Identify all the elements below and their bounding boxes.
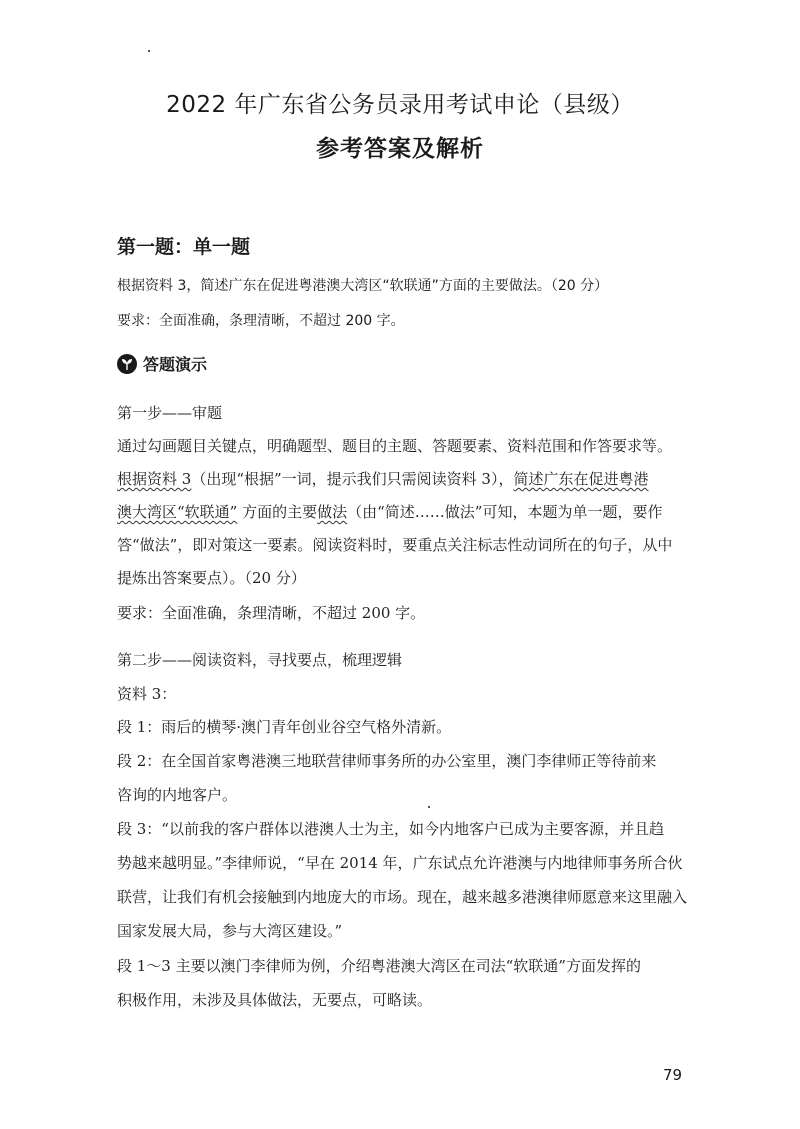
annotation-measures: （由“简述……做法”可知，本题为单一题，要作 bbox=[347, 503, 663, 521]
material-para-1: 段 1：雨后的横琴·澳门青年创业谷空气格外清新。 bbox=[117, 718, 452, 736]
sprout-icon bbox=[117, 354, 137, 374]
step1-paragraph-4: 答“做法”，即对策这一要素。阅读资料时，要重点关注标志性动词所在的句子，从中 bbox=[117, 536, 673, 554]
question-heading: 第一题：单一题 bbox=[117, 236, 251, 258]
keyword-basis: 根据资料 3 bbox=[117, 470, 192, 488]
question-prompt: 根据资料 3，简述广东在促进粤港澳大湾区“软联通”方面的主要做法。（20 分） bbox=[117, 278, 609, 294]
step1-heading: 第一步——审题 bbox=[117, 404, 223, 422]
material-para-3-line-4: 国家发展大局，参与大湾区建设。” bbox=[117, 922, 343, 940]
step2-heading: 第二步——阅读资料，寻找要点，梳理逻辑 bbox=[117, 651, 403, 669]
material-para-2-line-2: 咨询的内地客户。 bbox=[117, 786, 238, 804]
scan-speck bbox=[148, 50, 150, 52]
demo-heading-label: 答题演示 bbox=[143, 355, 208, 374]
text-aspect: 方面的主要 bbox=[237, 503, 318, 521]
step1-paragraph-6: 要求：全面准确，条理清晰，不超过 200 字。 bbox=[117, 604, 426, 622]
keyword-topic-cont: 澳大湾区“软联通” bbox=[117, 503, 238, 521]
source-label: 资料 3： bbox=[117, 685, 177, 703]
annotation-basis: （出现“根据”一词，提示我们只需阅读资料 3）， bbox=[191, 470, 514, 488]
step1-paragraph-2 bbox=[117, 468, 648, 489]
material-para-3-line-1: 段 3：“以前我的客户群体以港澳人士为主，如今内地客户已成为主要客源，并且趋 bbox=[117, 820, 664, 838]
page-subtitle: 参考答案及解析 bbox=[316, 136, 484, 162]
material-para-3-line-3: 联营，让我们有机会接触到内地庞大的市场。现在，越来越多港澳律师愿意来这里融入 bbox=[117, 888, 688, 906]
step1-paragraph-5: 提炼出答案要点）。（20 分） bbox=[117, 569, 306, 587]
analysis-note-line-1: 段 1～3 主要以澳门李律师为例，介绍粤港澳大湾区在司法“软联通”方面发挥的 bbox=[117, 957, 641, 975]
analysis-note-line-2: 积极作用，未涉及具体做法，无要点，可略读。 bbox=[117, 991, 433, 1009]
step1-paragraph-3 bbox=[117, 501, 662, 522]
keyword-measures: 做法 bbox=[317, 503, 348, 521]
demo-heading bbox=[117, 352, 207, 375]
page-number: 79 bbox=[663, 1066, 683, 1084]
page-title: 2022 年广东省公务员录用考试申论（县级） bbox=[166, 92, 634, 118]
question-requirement: 要求：全面准确，条理清晰，不超过 200 字。 bbox=[117, 313, 405, 329]
keyword-topic: 简述广东在促进粤港 bbox=[513, 470, 649, 488]
step1-paragraph-1: 通过勾画题目关键点，明确题型、题目的主题、答题要素、资料范围和作答要求等。 bbox=[117, 437, 673, 455]
scan-speck bbox=[428, 806, 430, 808]
material-para-2-line-1: 段 2：在全国首家粤港澳三地联营律师事务所的办公室里，澳门李律师正等待前来 bbox=[117, 752, 657, 770]
material-para-3-line-2: 势越来越明显。”李律师说，“早在 2014 年，广东试点允许港澳与内地律师事务所合伙 bbox=[117, 854, 683, 872]
